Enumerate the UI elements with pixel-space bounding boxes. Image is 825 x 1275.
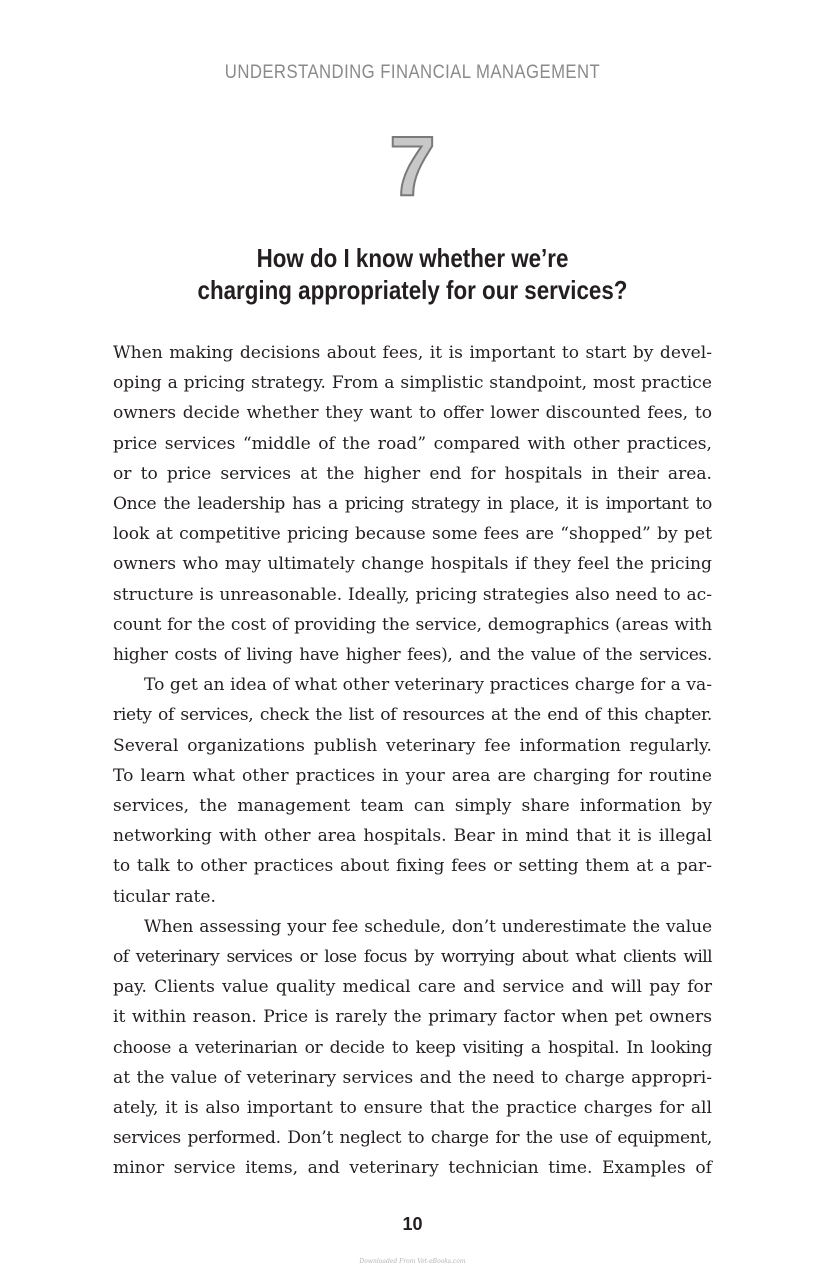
text-line: When assessing your fee schedule, don’t underestimate the value [144, 916, 712, 937]
question-title [0, 242, 825, 306]
text-line: of veterinary services or lose focus by worrying about what clients will [113, 947, 712, 968]
text-line: choose a veterinarian or decide to keep visiting a hospital. In looking [113, 1037, 712, 1058]
text-line: To get an idea of what other veterinary practices charge for a va- [144, 675, 712, 696]
text-line: services performed. Don’t neglect to charge for the use of equipment, [113, 1128, 712, 1149]
text-line: ately, it is also important to ensure that the practice charges for all [113, 1098, 712, 1119]
chapter-number: 7 [389, 119, 436, 213]
text-line: pay. Clients value quality medical care and service and will pay for [113, 977, 712, 998]
text-line: higher costs of living have higher fees), and the value of the services. [113, 645, 712, 666]
text-line: structure is unreasonable. Ideally, pricing strategies also need to ac- [113, 584, 712, 605]
text-line: owners who may ultimately change hospitals if they feel the pricing [113, 554, 712, 575]
text-line: owners decide whether they want to offer lower discounted fees, to [113, 403, 712, 424]
running-head: UNDERSTANDING FINANCIAL MANAGEMENT [224, 62, 601, 83]
text-line: networking with other area hospitals. Bear in mind that it is illegal [113, 826, 712, 847]
text-line: to talk to other practices about fixing fees or setting them at a par- [113, 856, 712, 877]
text-line: ticular rate. [113, 886, 216, 907]
text-line: minor service items, and veterinary technician time. Examples of [113, 1158, 712, 1179]
text-line: services, the management team can simply share information by [113, 796, 712, 817]
body-text [113, 338, 712, 1184]
text-line: or to price services at the higher end for hospitals in their area. [113, 463, 712, 484]
text-line: Several organizations publish veterinary fee information regularly. [113, 735, 712, 756]
title-line-1: How do I know whether we’re [256, 243, 569, 273]
footer-watermark: Downloaded From Vet-eBooks.com [359, 1258, 466, 1265]
paragraph-2 [113, 670, 712, 912]
text-line: oping a pricing strategy. From a simplistic standpoint, most practice [113, 373, 712, 394]
text-line: look at competitive pricing because some fees are “shopped” by pet [113, 524, 712, 545]
paragraph-3 [113, 912, 712, 1184]
page-number: 10 [402, 1214, 423, 1234]
text-line: riety of services, check the list of resources at the end of this chapter. [113, 705, 712, 726]
text-line: Once the leadership has a pricing strategy in place, it is important to [113, 494, 712, 515]
title-line-2: charging appropriately for our services? [197, 275, 628, 305]
text-line: When making decisions about fees, it is important to start by devel- [113, 343, 712, 363]
text-line: it within reason. Price is rarely the primary factor when pet owners [113, 1007, 712, 1028]
text-line: at the value of veterinary services and the need to charge appropri- [113, 1067, 712, 1088]
text-line: price services “middle of the road” compared with other practices, [113, 433, 712, 454]
text-line: To learn what other practices in your area are charging for routine [113, 765, 712, 786]
text-line: count for the cost of providing the service, demographics (areas with [113, 614, 712, 635]
paragraph-1 [113, 338, 712, 670]
